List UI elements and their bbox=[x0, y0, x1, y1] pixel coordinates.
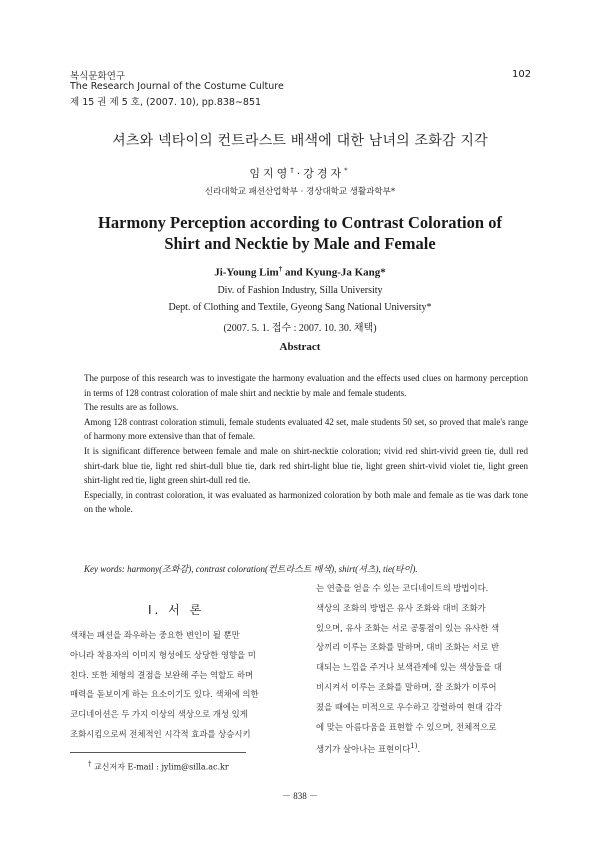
text-line: 졌을 때에는 미적으로 우수하고 강렬하여 현대 감각 bbox=[316, 701, 502, 712]
corresponding-mark-en: † bbox=[278, 265, 283, 273]
text-line: 아니라 착용자의 이미지 형성에도 상당한 영향을 미 bbox=[70, 649, 256, 660]
author-1-ko: 임지영 bbox=[249, 167, 291, 180]
text-line: 색상의 조화의 방법은 유사 조화와 대비 조화가 bbox=[316, 602, 486, 613]
footnote-mark: † bbox=[88, 760, 92, 768]
affiliation-en-2: Dept. of Clothing and Textile, Gyeong Sang National University* bbox=[168, 302, 432, 313]
text-line: 비시켜서 이루는 조화를 말하며, 잘 조화가 이루어 bbox=[316, 681, 497, 692]
page-number: 102 bbox=[512, 69, 532, 80]
left-column-text bbox=[70, 626, 290, 745]
paper-title-ko: 셔츠와 넥타이의 컨트라스트 배색에 대한 남녀의 조화감 지각 bbox=[112, 133, 488, 149]
abstract-body bbox=[84, 371, 528, 517]
received-accepted-dates: (2007. 5. 1. 접수 : 2007. 10. 30. 채택) bbox=[223, 323, 377, 334]
text-line: 조화시킴으로써 전체적인 시각적 효과를 상승시키 bbox=[70, 728, 251, 739]
affiliation-mark: * bbox=[344, 166, 351, 175]
text-line: 코디네이션은 두 가지 이상의 색상으로 개성 있게 bbox=[70, 709, 248, 720]
text-line: 친다. 또한 체형의 결점을 보완해 주는 역할도 하며 bbox=[70, 669, 254, 680]
journal-name-en: The Research Journal of the Costume Culture bbox=[70, 81, 284, 92]
text-line-end: . bbox=[417, 744, 421, 755]
abstract-paragraph: The purpose of this research was to investigate the harmony evaluation and the effects used clues on harmony perception in terms of 128 contrast coloration of male shirt and necktie by male and female students. bbox=[84, 373, 528, 398]
author-2-ko: ·강경자 bbox=[296, 167, 345, 180]
text-line: 에 맞는 아름다움을 표현할 수 있으며, 전체적으로 bbox=[316, 721, 497, 732]
text-line: 는 연출을 얻을 수 있는 코디네이트의 방법이다. bbox=[316, 583, 489, 593]
page-footer-number: － 838 － bbox=[281, 791, 318, 801]
footnote-text: 교신저자 E-mail : jylim@silla.ac.kr bbox=[94, 762, 229, 772]
text-line bbox=[316, 737, 536, 760]
abstract-paragraph: Among 128 contrast coloration stimuli, female students evaluated 42 set, male students 50 set, so proved that male's range of harmony more extensive than that of female. bbox=[84, 416, 528, 442]
affiliation-en-1: Div. of Fashion Industry, Silla University bbox=[217, 285, 383, 296]
text-line: 색채는 패션을 좌우하는 중요한 변인이 될 뿐만 bbox=[70, 630, 240, 640]
abstract-paragraph: The results are as follows. bbox=[84, 402, 179, 413]
footnote bbox=[88, 760, 229, 773]
citation-mark: 1) bbox=[410, 742, 418, 751]
abstract-heading: Abstract bbox=[279, 341, 321, 353]
abstract-paragraph: It is significant difference between female and male on shirt-necktie coloration; vivid red shirt-vivid green tie, dull red shirt-dark blue tie, light red shirt-dull blue tie, dark red shirt-light blue tie, light green shirt-vivid violet tie, light green shirt-light red tie, light green shirt-dull red tie. bbox=[84, 445, 528, 486]
authors-ko bbox=[0, 165, 600, 181]
text-line: 상끼리 이루는 조화를 말하며, 대비 조화는 서로 반 bbox=[316, 642, 500, 653]
corresponding-mark: † bbox=[290, 166, 297, 175]
footnote-divider bbox=[70, 752, 246, 753]
affiliation-ko: 신라대학교 패션산업학부 · 경상대학교 생활과학부* bbox=[204, 187, 396, 197]
keywords: Key words: harmony(조화감), contrast coloration(컨트라스트 배색), shirt(셔츠), tie(타이). bbox=[84, 564, 418, 574]
section-heading-introduction: Ⅰ. 서 론 bbox=[148, 603, 205, 617]
paper-title-en-line2: Shirt and Necktie by Male and Female bbox=[164, 234, 436, 253]
volume-info: 제 15 권 제 5 호, (2007. 10), pp.838∼851 bbox=[70, 97, 262, 108]
text-line: 대되는 느낌을 주거나 보색관계에 있는 색상들을 대 bbox=[316, 662, 502, 673]
author-1-en: Ji-Young Lim bbox=[214, 266, 279, 279]
right-column-text bbox=[316, 579, 536, 760]
paper-title-en-line1: Harmony Perception according to Contrast Coloration of bbox=[98, 213, 502, 232]
journal-name-ko: 복식문화연구 bbox=[70, 71, 126, 82]
text-line: 매력을 돋보이게 하는 요소이기도 있다. 색채에 의한 bbox=[70, 689, 259, 700]
text-line-content: 생기가 살아나는 표현이다 bbox=[316, 744, 411, 755]
abstract-paragraph: Especially, in contrast coloration, it was evaluated as harmonized coloration by both male and female as tie was dark tone on the whole. bbox=[84, 489, 528, 515]
text-line: 있으며, 유사 조화는 서로 공통점이 있는 유사한 색 bbox=[316, 622, 500, 633]
author-2-en: and Kyung-Ja Kang* bbox=[282, 266, 386, 279]
authors-en bbox=[0, 265, 600, 279]
